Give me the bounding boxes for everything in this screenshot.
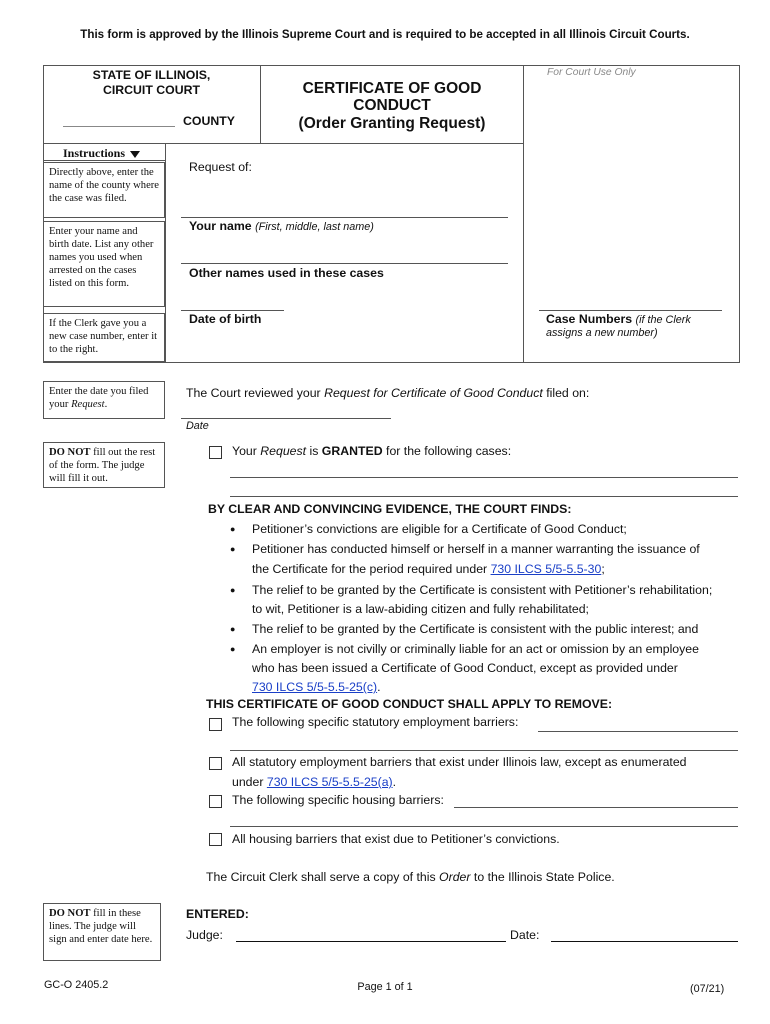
entered-label: ENTERED: bbox=[186, 907, 249, 921]
dob-label: Date of birth bbox=[189, 312, 262, 326]
judge-label: Judge: bbox=[186, 928, 223, 942]
instruction-box-name: Enter your name and birth date. List any other names you used when arrested on the cases listed on this form. bbox=[43, 221, 165, 307]
case-numbers-field[interactable] bbox=[539, 310, 722, 311]
case-numbers-hint: assigns a new number) bbox=[546, 327, 658, 339]
judge-signature-field[interactable] bbox=[236, 941, 506, 942]
findings-heading: BY CLEAR AND CONVINCING EVIDENCE, THE COURT FINDS: bbox=[208, 502, 572, 516]
employment-barriers-checkbox[interactable] bbox=[209, 718, 222, 731]
statute-link-5-5.5-25c[interactable]: 730 ILCS 5/5-5.5-25(c) bbox=[252, 680, 378, 694]
entered-date-field[interactable] bbox=[551, 941, 738, 942]
triangle-down-icon bbox=[130, 151, 140, 158]
title-line2: CONDUCT bbox=[353, 97, 431, 114]
approval-notice: This form is approved by the Illinois Supreme Court and is required to be accepted in all Illinois Circuit Courts. bbox=[80, 28, 690, 41]
granted-checkbox[interactable] bbox=[209, 446, 222, 459]
county-label: COUNTY bbox=[183, 114, 235, 128]
housing-barriers-label: The following specific housing barriers: bbox=[232, 793, 444, 807]
dob-field[interactable] bbox=[181, 310, 284, 311]
housing-barriers-checkbox[interactable] bbox=[209, 795, 222, 808]
employment-barriers-field[interactable] bbox=[538, 731, 738, 732]
other-names-field[interactable] bbox=[181, 263, 508, 264]
instruction-box-county: Directly above, enter the name of the county where the case was filed. bbox=[43, 162, 165, 218]
your-name-field[interactable] bbox=[181, 217, 508, 218]
apply-heading: THIS CERTIFICATE OF GOOD CONDUCT SHALL APPLY TO REMOVE: bbox=[206, 697, 613, 711]
granted-statement: Your Request is GRANTED for the following cases: bbox=[232, 444, 512, 458]
instruction-box-case-number: If the Clerk gave you a new case number, enter it to the right. bbox=[43, 313, 165, 362]
employment-barriers-field2[interactable] bbox=[230, 750, 738, 751]
other-names-label: Other names used in these cases bbox=[189, 266, 384, 280]
state-line2: CIRCUIT COURT bbox=[102, 83, 200, 97]
instruction-box-do-not-fill: DO NOT fill out the rest of the form. The judge will fill it out. bbox=[43, 442, 165, 488]
all-employment-barriers-label-cont: under 730 ILCS 5/5-5.5-25(a). bbox=[232, 775, 397, 789]
your-name-label: Your name (First, middle, last name) bbox=[189, 219, 374, 233]
entered-date-label: Date: bbox=[510, 928, 540, 942]
serve-statement: The Circuit Clerk shall serve a copy of this Order to the Illinois State Police. bbox=[206, 870, 615, 884]
all-employment-barriers-label: All statutory employment barriers that exist under Illinois law, except as enumerated bbox=[232, 755, 687, 769]
instructions-heading: Instructions bbox=[63, 146, 140, 161]
instruction-box-judge-signs: DO NOT fill in these lines. The judge will sign and enter date here. bbox=[43, 903, 161, 961]
granted-cases-line1[interactable] bbox=[230, 477, 738, 478]
instruction-box-filed-date: Enter the date you filed your Request. bbox=[43, 381, 165, 419]
filed-date-label: Date bbox=[186, 420, 209, 432]
title-line3: (Order Granting Request) bbox=[298, 115, 486, 132]
review-statement: The Court reviewed your Request for Certificate of Good Conduct filed on: bbox=[186, 386, 590, 400]
employment-barriers-label: The following specific statutory employment barriers: bbox=[232, 715, 519, 729]
all-housing-barriers-checkbox[interactable] bbox=[209, 833, 222, 846]
all-housing-barriers-label: All housing barriers that exist due to Petitioner’s convictions. bbox=[232, 832, 560, 846]
all-employment-barriers-checkbox[interactable] bbox=[209, 757, 222, 770]
state-line1: STATE OF ILLINOIS, bbox=[92, 68, 211, 82]
revision-date: (07/21) bbox=[690, 983, 725, 995]
granted-cases-line2[interactable] bbox=[230, 496, 738, 497]
court-use-label: For Court Use Only bbox=[547, 67, 636, 78]
filed-date-field[interactable] bbox=[181, 418, 391, 419]
housing-barriers-field[interactable] bbox=[454, 807, 738, 808]
title-line1: CERTIFICATE OF GOOD bbox=[302, 80, 482, 97]
statute-link-5-5.5-25a[interactable]: 730 ILCS 5/5-5.5-25(a) bbox=[266, 775, 393, 789]
form-id: GC-O 2405.2 bbox=[44, 979, 109, 991]
housing-barriers-field2[interactable] bbox=[230, 826, 738, 827]
page-number: Page 1 of 1 bbox=[357, 981, 413, 993]
county-field[interactable] bbox=[63, 126, 175, 127]
request-of-label: Request of: bbox=[189, 160, 252, 174]
case-numbers-label: Case Numbers (if the Clerk bbox=[546, 312, 691, 326]
statute-link-5-5.5-30[interactable]: 730 ILCS 5/5-5.5-30 bbox=[490, 562, 602, 576]
